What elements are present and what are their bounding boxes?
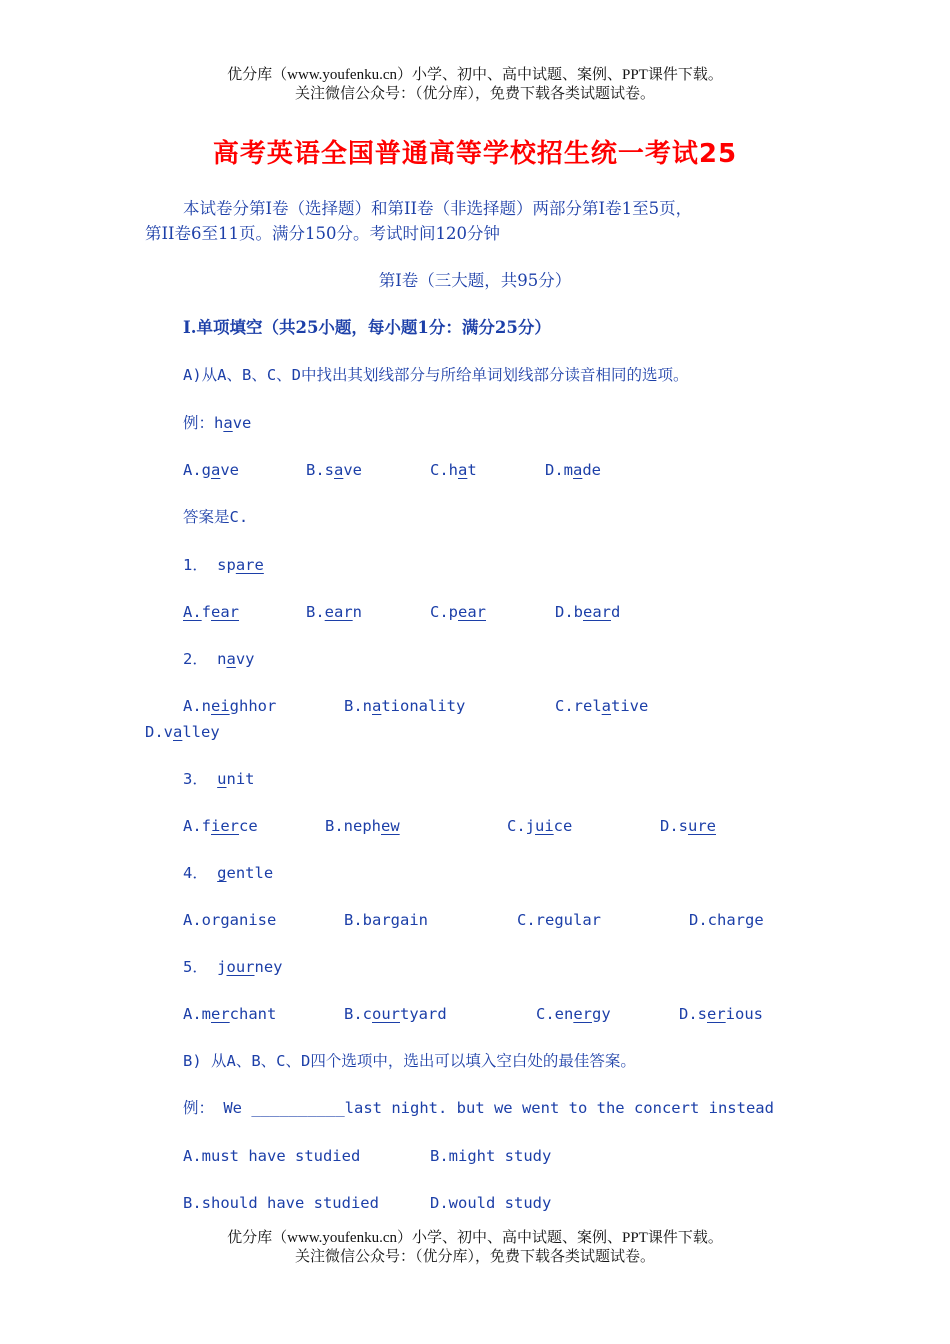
sb-option-b: B.might study	[430, 1147, 552, 1165]
question-3-stem: 3． unit	[183, 770, 255, 788]
intro-line-2: 第II卷6至11页。满分150分。考试时间120分钟	[145, 224, 501, 243]
q4-option-b: B.bargain	[344, 911, 428, 929]
footer-line-1: 优分库（www.youfenku.cn）小学、初中、高中试题、案例、PPT课件下载。	[227, 1230, 723, 1246]
q4-option-d: D.charge	[689, 911, 764, 929]
q1-option-c: C.pear	[430, 603, 486, 621]
q3-option-c: C.juice	[507, 817, 573, 835]
q3-option-b: B.nephew	[325, 817, 400, 835]
q5-option-a: A.merchant	[183, 1005, 277, 1023]
question-1-stem: 1． spare	[183, 556, 264, 574]
q5-option-d: D.serious	[679, 1005, 763, 1023]
sb-option-c: B.should have studied	[183, 1194, 379, 1212]
header-line-1: 优分库（www.youfenku.cn）小学、初中、高中试题、案例、PPT课件下载。	[227, 67, 723, 83]
example-word: 例：have	[183, 414, 252, 432]
example-option-c: C.hat	[430, 461, 477, 479]
example-option-d: D.made	[545, 461, 602, 479]
q1-option-b: B.earn	[306, 603, 363, 621]
section-heading: I.单项填空（共25小题，每小题1分：满分25分）	[183, 318, 551, 337]
example-option-b: B.save	[306, 461, 363, 479]
header-line-2: 关注微信公众号：（优分库），免费下载各类试题试卷。	[294, 86, 655, 102]
sb-option-a: A.must have studied	[183, 1147, 361, 1165]
q2-option-d: D.valley	[145, 723, 220, 741]
q2-option-a: A.neighhor	[183, 697, 277, 715]
question-2-stem: 2． navy	[183, 650, 255, 668]
q1-option-a: A.fear	[183, 603, 240, 621]
intro-line-1: 本试卷分第Ⅰ卷（选择题）和第II卷（非选择题）两部分第Ⅰ卷1至5页，	[183, 199, 693, 218]
q5-option-b: B.courtyard	[344, 1005, 447, 1023]
q4-option-c: C.regular	[517, 911, 601, 929]
part-heading: 第Ⅰ卷（三大题，共95分）	[378, 271, 572, 290]
section-b-instruction: B) 从A、B、C、D四个选项中，选出可以填入空白处的最佳答案。	[183, 1052, 636, 1070]
section-b-example: 例： We __________last night. but we went to the concert instead	[183, 1099, 774, 1117]
question-4-stem: 4． gentle	[183, 864, 274, 882]
sb-option-d: D.would study	[430, 1194, 552, 1212]
q3-option-a: A.fierce	[183, 817, 258, 835]
q2-option-c: C.relative	[555, 697, 649, 715]
page-title: 高考英语全国普通高等学校招生统一考试25	[212, 139, 738, 169]
example-answer: 答案是C.	[183, 508, 249, 526]
q3-option-d: D.sure	[660, 817, 716, 835]
example-option-a: A.gave	[183, 461, 240, 479]
footer-line-2: 关注微信公众号：（优分库），免费下载各类试题试卷。	[294, 1249, 655, 1265]
q4-option-a: A.organise	[183, 911, 277, 929]
q1-option-d: D.beard	[555, 603, 621, 621]
q5-option-c: C.energy	[536, 1005, 611, 1023]
section-a-instruction: A)从A、B、C、D中找出其划线部分与所给单词划线部分读音相同的选项。	[183, 366, 689, 384]
question-5-stem: 5． journey	[183, 958, 283, 976]
q2-option-b: B.nationality	[344, 697, 466, 715]
